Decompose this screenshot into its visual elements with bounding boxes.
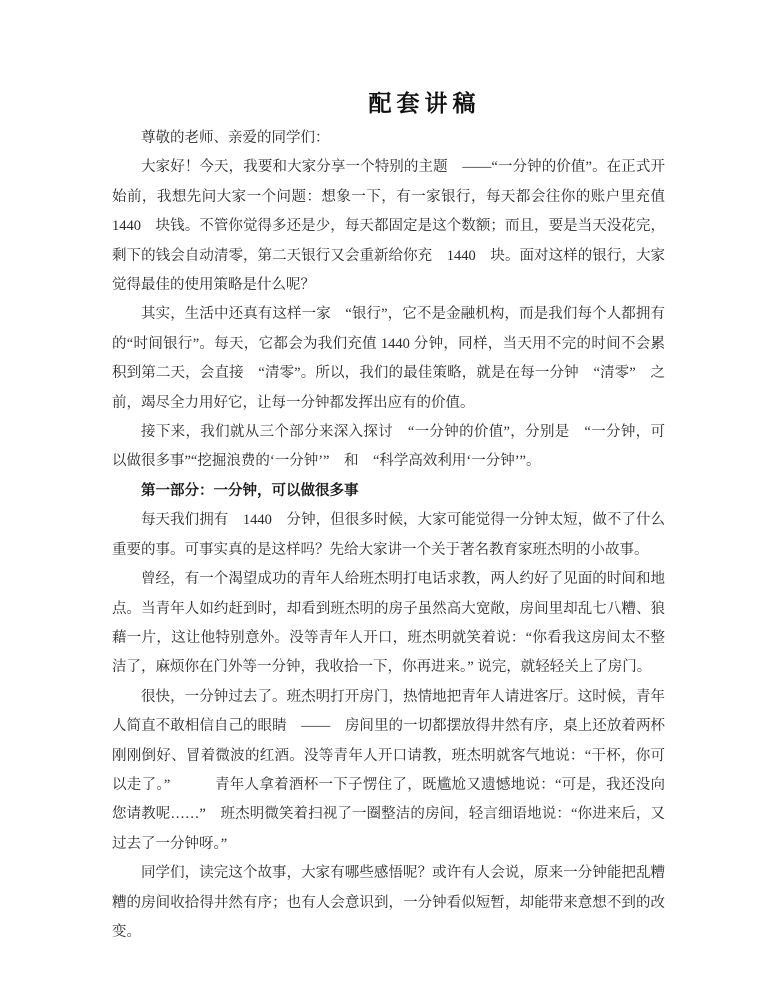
document-title: 配套讲稿 <box>368 91 481 116</box>
paragraph-outline: 接下来，我们就从三个部分来深入探讨 “一分钟的价值”，分别是 “一分钟，可以做很多事”“挖掘浪费的‘一分钟’” 和 “科学高效利用‘一分钟’”。 <box>112 424 665 470</box>
section-1-heading: 第一部分：一分钟，可以做很多事 <box>141 482 359 499</box>
paragraph-benjamin-story-1: 曾经，有一个渴望成功的青年人给班杰明打电话求教，两人约好了见面的时间和地点。当青年人如约赶到时，却看到班杰明的房子虽然高大宽敞，房间里却乱七八糟、狼藉一片，这让他特别意外。没等青年人开口，班杰明就笑着说：“你看我这房间太不整洁了，麻烦你在门外等一分钟，我收拾一下，你再进来。” 说完，就轻轻关上了房门。 <box>112 571 665 676</box>
paragraph-salutation: 尊敬的老师、亲爱的同学们： <box>141 130 330 146</box>
paragraph-benjamin-story-2: 很快，一分钟过去了。班杰明打开房门，热情地把青年人请进客厅。这时候，青年人简直不敢相信自己的眼睛 —— 房间里的一切都摆放得井然有序，桌上还放着两杯刚刚倒好、冒着微波的红酒。没等青年人开口请教，班杰明就客气地说：“干杯，你可以走了。” 青年人拿着酒杯一下子愣住了，既尴尬又遗憾地说：“可是，我还没向您请教呢……” 班杰明微笑着扫视了一圈整洁的房间，轻言细语地说：“你进来后，又过去了一分钟呀。” <box>112 688 665 852</box>
document-body <box>112 124 680 947</box>
paragraph-bank-question: 大家好！今天，我要和大家分享一个特别的主题 ——“一分钟的价值”。在正式开始前，我想先问大家一个问题：想象一下，有一家银行，每天都会往你的账户里充值 1440 块钱。不管你觉得多还是少，每天都固定是这个数额；而且，要是当天没花完，剩下的钱会自动清零，第二天银行又会重新给你充 1440 块。面对这样的银行，大家觉得最佳的使用策略是什么呢？ <box>112 159 680 294</box>
paragraph-time-bank: 其实，生活中还真有这样一家 “银行”，它不是金融机构，而是我们每个人都拥有的“时间银行”。每天，它都会为我们充值 1440 分钟，同样，当天用不完的时间不会累积到第二天，会直接 “清零”。所以，我们的最佳策略，就是在每一分钟 “清零” 之前，竭尽全力用好它，让每一分钟都发挥出应有的价值。 <box>112 306 665 411</box>
paragraph-minute-too-short: 每天我们拥有 1440 分钟，但很多时候，大家可能觉得一分钟太短，做不了什么重要的事。可事实真的是这样吗？先给大家讲一个关于著名教育家班杰明的小故事。 <box>112 512 665 558</box>
paragraph-conclusion: 同学们，读完这个故事，大家有哪些感悟呢？或许有人会说，原来一分钟能把乱糟糟的房间收拾得井然有序；也有人会意识到，一分钟看似短暂，却能带来意想不到的改变。 <box>112 865 665 940</box>
